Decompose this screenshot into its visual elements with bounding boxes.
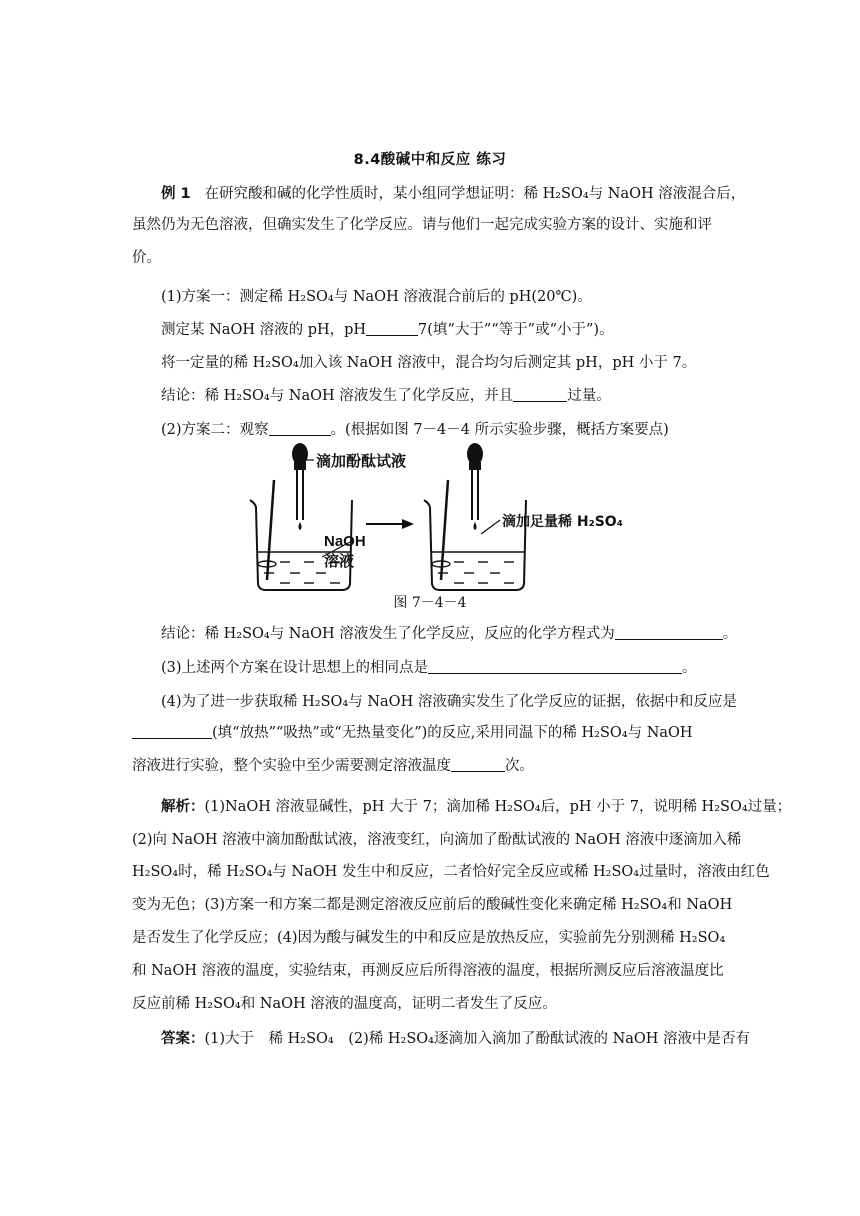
answer-line: 答案：(1)大于 稀 H₂SO₄ (2)稀 H₂SO₄逐滴加入滴加了酚酞试液的 NaOH 溶液中是否有 xyxy=(161,1031,751,1047)
q1-line-1: (1)方案一：测定稀 H₂SO₄与 NaOH 溶液混合前后的 pH(20℃)。 xyxy=(161,289,592,305)
label-acid: 滴加足量稀 H₂SO₄ xyxy=(502,514,623,530)
analysis-line-3: H₂SO₄时，稀 H₂SO₄与 NaOH 发生中和反应，二者恰好完全反应或稀 H₂SO₄过量时，溶液由红色 xyxy=(132,864,770,880)
answer-blank[interactable] xyxy=(451,757,505,772)
answer-blank[interactable] xyxy=(428,659,682,674)
q2-conclusion: 结论：稀 H₂SO₄与 NaOH 溶液发生了化学反应，反应的化学方程式为 。 xyxy=(161,626,738,642)
glass-rod-right xyxy=(441,480,448,580)
q3-line: (3)上述两个方案在设计思想上的相同点是 。 xyxy=(161,660,697,676)
glass-rod-left xyxy=(267,480,274,580)
dropper-bulb-left xyxy=(292,443,308,465)
example-intro-line-3: 价。 xyxy=(132,250,161,266)
analysis-line-7: 反应前稀 H₂SO₄和 NaOH 溶液的温度高，证明二者发生了反应。 xyxy=(132,996,557,1012)
q1-line-2: 测定某 NaOH 溶液的 pH，pH 7(填“大于”“等于”或“小于”)。 xyxy=(161,322,614,338)
answer-blank[interactable] xyxy=(366,321,418,336)
q4-line-1: (4)为了进一步获取稀 H₂SO₄与 NaOH 溶液确实发生了化学反应的证据，依据中和反应是 xyxy=(161,694,737,710)
example-intro-line-2: 虽然仍为无色溶液，但确实发生了化学反应。请与他们一起完成实验方案的设计、实施和评 xyxy=(132,217,712,233)
drop-left xyxy=(299,522,302,530)
label-naoh-line-1: NaOH xyxy=(324,533,366,550)
q2-line-1: (2)方案二：观察 。(根据如图 7－4－4 所示实验步骤，概括方案要点) xyxy=(161,422,669,438)
q4-line-3: 溶液进行实验，整个实验中至少需要测定溶液温度 次。 xyxy=(132,758,534,774)
analysis-line-2: (2)向 NaOH 溶液中滴加酚酞试液，溶液变红，向滴加了酚酞试液的 NaOH 溶液中逐滴加入稀 xyxy=(132,832,742,848)
label-naoh-line-2: 溶液 xyxy=(324,552,355,570)
analysis-line-5: 是否发生了化学反应；(4)因为酸与碱发生的中和反应是放热反应，实验前先分别测稀 H₂SO₄ xyxy=(132,930,726,946)
answer-blank[interactable] xyxy=(513,387,567,402)
analysis-label: 解析： xyxy=(161,799,205,815)
analysis-line-6: 和 NaOH 溶液的温度，实验结束，再测反应后所得溶液的温度，根据所测反应后溶液温度比 xyxy=(132,963,724,979)
answer-label: 答案： xyxy=(161,1031,205,1047)
example-label: 例 1 xyxy=(161,186,191,202)
answer-blank[interactable] xyxy=(132,724,212,739)
q4-line-2: (填“放热”“吸热”或“无热量变化”)的反应,采用同温下的稀 H₂SO₄与 NaOH xyxy=(132,723,732,743)
page-title: 8.4酸碱中和反应 练习 xyxy=(353,152,507,168)
label-dropper: 滴加酚酞试液 xyxy=(316,452,407,470)
answer-blank[interactable] xyxy=(269,421,331,436)
example-intro-line-1: 例 1 在研究酸和碱的化学性质时，某小组同学想证明：稀 H₂SO₄与 NaOH 溶液混合后， xyxy=(161,186,746,202)
answer-blank[interactable] xyxy=(615,625,723,640)
dropper-bulb-right xyxy=(467,443,483,465)
figure-caption: 图 7－4－4 xyxy=(393,595,467,611)
analysis-line-4: 变为无色；(3)方案一和方案二都是测定溶液反应前后的酸碱性变化来确定稀 H₂SO₄和 NaOH xyxy=(132,897,733,913)
q1-line-3: 将一定量的稀 H₂SO₄加入该 NaOH 溶液中，混合均匀后测定其 pH，pH 小于 7。 xyxy=(161,355,697,371)
process-arrow xyxy=(366,519,414,529)
q1-line-4: 结论：稀 H₂SO₄与 NaOH 溶液发生了化学反应，并且 过量。 xyxy=(161,388,611,404)
drop-right xyxy=(474,522,477,530)
experiment-figure xyxy=(238,442,658,592)
analysis-line-1: 解析：(1)NaOH 溶液显碱性，pH 大于 7；滴加稀 H₂SO₄后，pH 小于 7，说明稀 H₂SO₄过量； xyxy=(161,799,792,815)
